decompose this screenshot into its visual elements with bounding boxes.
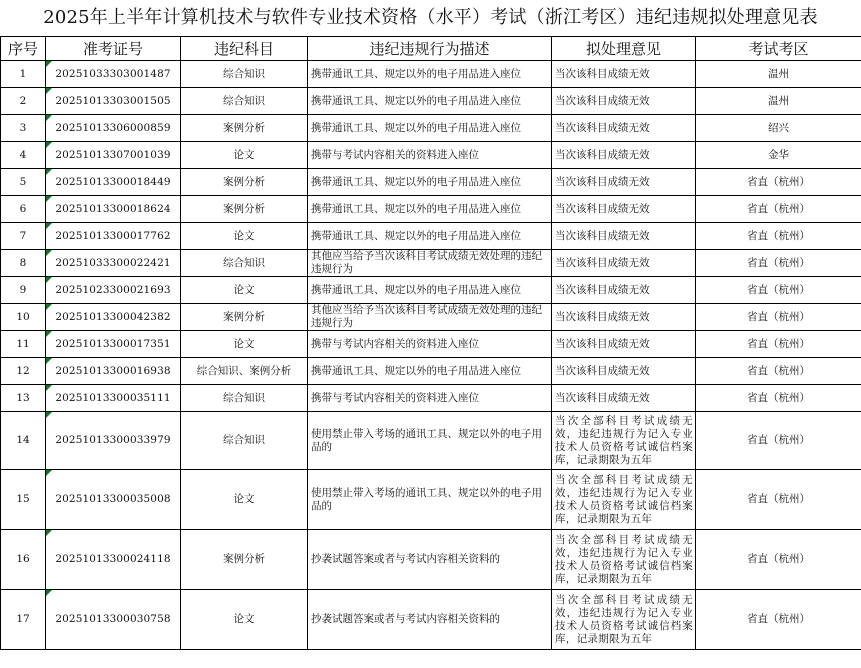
row-exam-id: 20251013300035008 (46, 470, 181, 530)
row-action: 当次该科目成绩无效 (552, 358, 696, 385)
table-row (1, 331, 861, 358)
row-no: 1 (1, 61, 46, 88)
row-description: 使用禁止带入考场的通讯工具、规定以外的电子用品的 (308, 412, 552, 470)
row-area: 省直（杭州） (696, 169, 861, 196)
row-subject: 综合知识 (181, 385, 308, 412)
row-area: 省直（杭州） (696, 196, 861, 223)
table-row (1, 169, 861, 196)
table-row (1, 385, 861, 412)
row-area: 省直（杭州） (696, 358, 861, 385)
row-area: 省直（杭州） (696, 590, 861, 650)
row-description: 携带通讯工具、规定以外的电子用品进入座位 (308, 169, 552, 196)
row-description: 携带通讯工具、规定以外的电子用品进入座位 (308, 277, 552, 304)
column-header-subject: 违纪科目 (181, 37, 308, 61)
row-area: 温州 (696, 88, 861, 115)
row-action: 当次该科目成绩无效 (552, 304, 696, 331)
table-row (1, 277, 861, 304)
row-action: 当次该科目成绩无效 (552, 169, 696, 196)
row-no: 13 (1, 385, 46, 412)
row-description: 携带通讯工具、规定以外的电子用品进入座位 (308, 196, 552, 223)
row-no: 16 (1, 530, 46, 590)
table-header-row (1, 37, 861, 61)
table-row (1, 115, 861, 142)
row-subject: 综合知识 (181, 250, 308, 277)
row-action: 当次全部科目考试成绩无效，违纪违规行为记入专业技术人员资格考试诚信档案库，记录期限为五年 (552, 530, 696, 590)
row-action: 当次全部科目考试成绩无效，违纪违规行为记入专业技术人员资格考试诚信档案库，记录期限为五年 (552, 470, 696, 530)
row-description: 抄袭试题答案或者与考试内容相关资料的 (308, 530, 552, 590)
row-action: 当次该科目成绩无效 (552, 61, 696, 88)
row-description: 使用禁止带入考场的通讯工具、规定以外的电子用品的 (308, 470, 552, 530)
row-exam-id: 20251013300033979 (46, 412, 181, 470)
row-action: 当次该科目成绩无效 (552, 115, 696, 142)
row-exam-id: 20251013300035111 (46, 385, 181, 412)
row-description: 抄袭试题答案或者与考试内容相关资料的 (308, 590, 552, 650)
table-row (1, 590, 861, 650)
row-area: 省直（杭州） (696, 385, 861, 412)
table-row (1, 88, 861, 115)
row-description: 携带通讯工具、规定以外的电子用品进入座位 (308, 88, 552, 115)
row-subject: 综合知识 (181, 88, 308, 115)
row-subject: 论文 (181, 590, 308, 650)
row-exam-id: 20251013300018624 (46, 196, 181, 223)
table-row (1, 196, 861, 223)
row-description: 携带通讯工具、规定以外的电子用品进入座位 (308, 115, 552, 142)
row-no: 2 (1, 88, 46, 115)
row-area: 省直（杭州） (696, 277, 861, 304)
row-action: 当次该科目成绩无效 (552, 250, 696, 277)
row-subject: 论文 (181, 142, 308, 169)
table-row (1, 358, 861, 385)
column-header-id: 准考证号 (46, 37, 181, 61)
row-exam-id: 20251013306000859 (46, 115, 181, 142)
column-header-area: 考试考区 (696, 37, 861, 61)
page-title: 2025年上半年计算机技术与软件专业技术资格（水平）考试（浙江考区）违纪违规拟处理意见表 (43, 7, 818, 28)
row-description: 其他应当给予当次该科目考试成绩无效处理的违纪违规行为 (308, 304, 552, 331)
row-no: 7 (1, 223, 46, 250)
row-action: 当次全部科目考试成绩无效，违纪违规行为记入专业技术人员资格考试诚信档案库，记录期限为五年 (552, 412, 696, 470)
row-no: 12 (1, 358, 46, 385)
row-exam-id: 20251013300042382 (46, 304, 181, 331)
row-area: 金华 (696, 142, 861, 169)
row-subject: 案例分析 (181, 530, 308, 590)
row-exam-id: 20251013300017762 (46, 223, 181, 250)
column-header-no: 序号 (1, 37, 46, 61)
row-description: 携带与考试内容相关的资料进入座位 (308, 385, 552, 412)
row-description: 携带通讯工具、规定以外的电子用品进入座位 (308, 61, 552, 88)
row-action: 当次该科目成绩无效 (552, 223, 696, 250)
row-subject: 案例分析 (181, 304, 308, 331)
row-action: 当次该科目成绩无效 (552, 88, 696, 115)
row-no: 11 (1, 331, 46, 358)
row-subject: 案例分析 (181, 115, 308, 142)
row-description: 携带通讯工具、规定以外的电子用品进入座位 (308, 223, 552, 250)
row-subject: 论文 (181, 223, 308, 250)
row-subject: 论文 (181, 331, 308, 358)
column-header-action: 拟处理意见 (552, 37, 696, 61)
row-area: 省直（杭州） (696, 223, 861, 250)
table-row (1, 530, 861, 590)
column-header-description: 违纪违规行为描述 (308, 37, 552, 61)
row-subject: 综合知识 (181, 61, 308, 88)
row-subject: 综合知识、案例分析 (181, 358, 308, 385)
row-subject: 案例分析 (181, 169, 308, 196)
row-exam-id: 20251033300022421 (46, 250, 181, 277)
row-action: 当次全部科目考试成绩无效，违纪违规行为记入专业技术人员资格考试诚信档案库，记录期限为五年 (552, 590, 696, 650)
row-area: 温州 (696, 61, 861, 88)
violation-table (0, 36, 861, 650)
row-subject: 论文 (181, 470, 308, 530)
table-row (1, 142, 861, 169)
row-exam-id: 20251013307001039 (46, 142, 181, 169)
row-exam-id: 20251023300021693 (46, 277, 181, 304)
table-row (1, 470, 861, 530)
table-row (1, 61, 861, 88)
row-exam-id: 20251033303001487 (46, 61, 181, 88)
row-no: 9 (1, 277, 46, 304)
row-action: 当次该科目成绩无效 (552, 331, 696, 358)
row-area: 省直（杭州） (696, 250, 861, 277)
row-subject: 论文 (181, 277, 308, 304)
row-no: 17 (1, 590, 46, 650)
row-no: 3 (1, 115, 46, 142)
row-exam-id: 20251013300016938 (46, 358, 181, 385)
row-area: 省直（杭州） (696, 331, 861, 358)
row-subject: 综合知识 (181, 412, 308, 470)
row-exam-id: 20251013300018449 (46, 169, 181, 196)
row-description: 其他应当给予当次该科目考试成绩无效处理的违纪违规行为 (308, 250, 552, 277)
row-description: 携带与考试内容相关的资料进入座位 (308, 331, 552, 358)
row-action: 当次该科目成绩无效 (552, 385, 696, 412)
row-subject: 案例分析 (181, 196, 308, 223)
table-row (1, 304, 861, 331)
row-no: 4 (1, 142, 46, 169)
table-row (1, 223, 861, 250)
row-exam-id: 20251013300017351 (46, 331, 181, 358)
row-exam-id: 20251013300030758 (46, 590, 181, 650)
row-area: 绍兴 (696, 115, 861, 142)
row-no: 10 (1, 304, 46, 331)
row-area: 省直（杭州） (696, 530, 861, 590)
row-description: 携带与考试内容相关的资料进入座位 (308, 142, 552, 169)
row-no: 5 (1, 169, 46, 196)
row-area: 省直（杭州） (696, 470, 861, 530)
row-no: 6 (1, 196, 46, 223)
row-exam-id: 20251013303001505 (46, 88, 181, 115)
row-exam-id: 20251013300024118 (46, 530, 181, 590)
row-area: 省直（杭州） (696, 304, 861, 331)
row-action: 当次该科目成绩无效 (552, 196, 696, 223)
row-action: 当次该科目成绩无效 (552, 277, 696, 304)
table-row (1, 412, 861, 470)
row-no: 14 (1, 412, 46, 470)
row-description: 携带通讯工具、规定以外的电子用品进入座位 (308, 358, 552, 385)
row-no: 8 (1, 250, 46, 277)
row-no: 15 (1, 470, 46, 530)
row-area: 省直（杭州） (696, 412, 861, 470)
row-action: 当次该科目成绩无效 (552, 142, 696, 169)
table-row (1, 250, 861, 277)
